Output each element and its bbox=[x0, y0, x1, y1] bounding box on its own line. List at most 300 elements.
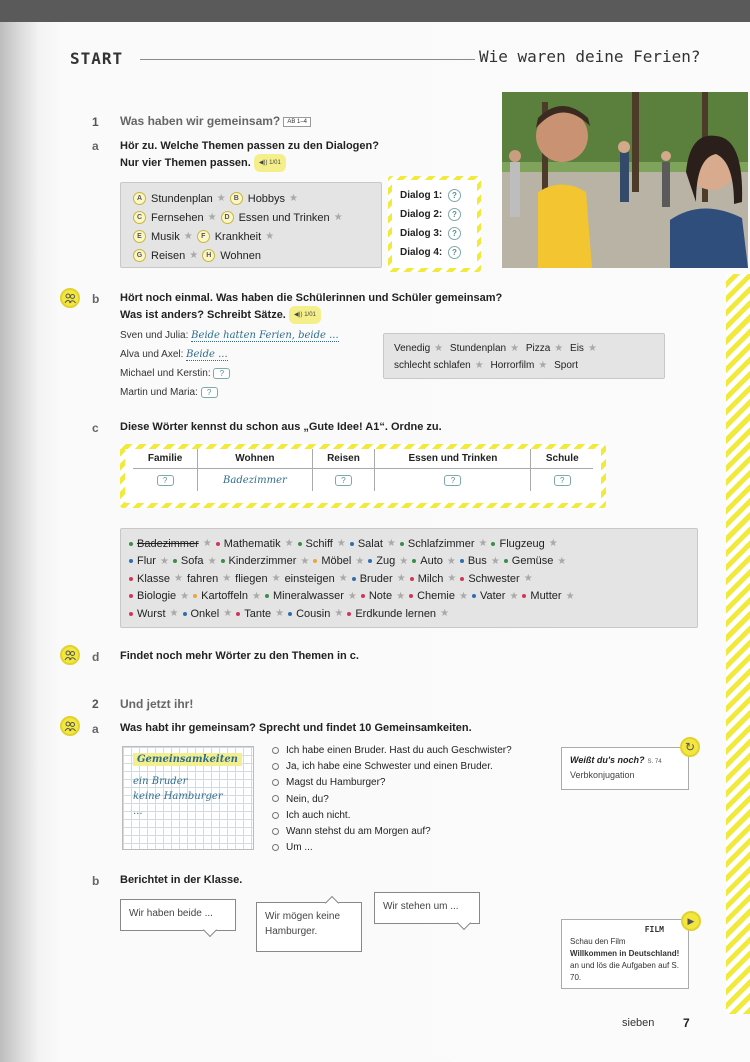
speech-bubble: Wir haben beide ... bbox=[120, 899, 236, 931]
dialog-line-text: Ich auch nicht. bbox=[286, 809, 351, 821]
word-bank-word: Cousin bbox=[296, 607, 331, 620]
word-bank-item bbox=[285, 573, 335, 585]
dialog-label: Dialog 4: bbox=[400, 247, 443, 258]
dialog-line bbox=[272, 743, 512, 759]
word-bank-item bbox=[368, 555, 395, 567]
speech-bubble: Wir stehen um ... bbox=[374, 892, 480, 924]
audio-track-number: 1/01 bbox=[304, 312, 316, 318]
word-bank-item bbox=[129, 590, 176, 602]
word-bank-item bbox=[491, 538, 544, 550]
category-dot-icon bbox=[129, 612, 133, 616]
audio-track-number: 1/01 bbox=[269, 160, 281, 166]
film-box bbox=[561, 919, 689, 989]
answer-slot[interactable]: ? bbox=[444, 475, 461, 486]
topics-box bbox=[120, 182, 382, 268]
word-bank-word: Flur bbox=[137, 555, 156, 568]
workbook-tag: AB 1–4 bbox=[283, 117, 311, 127]
pair-row bbox=[120, 349, 380, 368]
star-separator: ★ bbox=[300, 555, 310, 567]
page-title: Wie waren deine Ferien? bbox=[479, 47, 701, 66]
dialog-line-text: Wann stehst du am Morgen auf? bbox=[286, 826, 431, 838]
star-separator: ★ bbox=[265, 231, 275, 242]
column-header: Familie bbox=[133, 449, 198, 469]
word-bank-word: fliegen bbox=[235, 572, 268, 585]
word-bank-item bbox=[522, 590, 561, 602]
task-letter: a bbox=[92, 722, 99, 736]
task-text: Findet noch mehr Wörter zu den Themen in bbox=[120, 650, 347, 662]
category-dot-icon bbox=[368, 559, 372, 563]
star-separator: ★ bbox=[289, 193, 299, 204]
task-1d-instructions bbox=[120, 648, 359, 664]
side-stripe bbox=[726, 274, 750, 1014]
category-dot-icon bbox=[265, 594, 269, 598]
category-dot-icon bbox=[410, 577, 414, 581]
star-separator: ★ bbox=[183, 231, 193, 242]
star-separator: ★ bbox=[557, 555, 567, 567]
star-separator: ★ bbox=[434, 343, 444, 354]
section-label: START bbox=[70, 49, 124, 68]
word-bank-item bbox=[409, 590, 455, 602]
word-bank-item bbox=[173, 555, 204, 567]
film-title: Willkommen in Deutschland! bbox=[570, 949, 680, 958]
dialog-row bbox=[400, 205, 469, 224]
star-separator: ★ bbox=[587, 343, 597, 354]
category-dot-icon bbox=[183, 612, 187, 616]
word-bank-item bbox=[410, 573, 444, 585]
audio-track[interactable]: ◀)) 1/01 bbox=[289, 306, 321, 324]
bullet-icon bbox=[272, 779, 279, 786]
keyword: Pizza bbox=[525, 343, 551, 354]
dialog-line-text: Ja, ich habe eine Schwester und einen Bruder. bbox=[286, 761, 493, 773]
category-dot-icon bbox=[400, 542, 404, 546]
reminder-text: Verbkonjugation bbox=[570, 770, 635, 780]
header-rule bbox=[140, 59, 475, 60]
keyword: Horrorfilm bbox=[490, 360, 535, 371]
word-bank-word: Milch bbox=[417, 572, 444, 585]
star-separator: ★ bbox=[474, 360, 484, 371]
word-bank-item bbox=[313, 555, 351, 567]
answer-slot[interactable]: ? bbox=[201, 387, 218, 398]
word-bank-word: Zug bbox=[376, 555, 396, 568]
pairs-list bbox=[120, 330, 380, 406]
film-text: an und lös die Aufgaben auf S. 70. bbox=[570, 961, 679, 982]
word-bank-word: Auto bbox=[420, 555, 443, 568]
topic-letter-badge: F bbox=[197, 230, 210, 243]
category-dot-icon bbox=[129, 542, 133, 546]
speech-bubble: Wir mögen keine Hamburger. bbox=[256, 902, 362, 952]
word-bank-word: Tante bbox=[244, 607, 272, 620]
reminder-page: S. 74 bbox=[647, 759, 662, 765]
answer-slot[interactable]: ? bbox=[335, 475, 352, 486]
topic-letter-badge: H bbox=[202, 249, 215, 262]
star-separator: ★ bbox=[399, 555, 409, 567]
word-bank-word: fahren bbox=[187, 572, 219, 585]
word-bank-word: Badezimmer bbox=[137, 537, 199, 550]
reminder-title: Weißt du's noch? bbox=[570, 755, 645, 765]
star-separator: ★ bbox=[180, 590, 190, 602]
star-separator: ★ bbox=[284, 538, 294, 550]
answer-slot[interactable]: ? bbox=[554, 475, 571, 486]
word-bank-item bbox=[350, 538, 383, 550]
word-bank-item bbox=[235, 573, 267, 585]
word-bank-item bbox=[129, 555, 156, 567]
themes-table bbox=[133, 449, 593, 491]
star-separator: ★ bbox=[174, 573, 183, 585]
notes-line: ein Bruder bbox=[133, 776, 188, 787]
topic-label: Hobbys bbox=[247, 192, 286, 205]
word-bank bbox=[120, 528, 698, 628]
category-dot-icon bbox=[347, 612, 351, 616]
star-separator: ★ bbox=[458, 590, 468, 602]
dialog-label: Dialog 1: bbox=[400, 190, 443, 201]
word-bank-item bbox=[400, 538, 475, 550]
star-separator: ★ bbox=[440, 608, 450, 620]
word-bank-word: Chemie bbox=[417, 590, 455, 603]
dialog-line bbox=[272, 824, 512, 840]
star-separator: ★ bbox=[386, 538, 396, 550]
column-header: Reisen bbox=[312, 449, 375, 469]
star-separator: ★ bbox=[169, 608, 179, 620]
category-dot-icon bbox=[409, 594, 413, 598]
word-bank-item bbox=[187, 573, 218, 585]
star-separator: ★ bbox=[159, 555, 169, 567]
exercise-heading bbox=[120, 114, 311, 128]
dialog-answer-box bbox=[388, 176, 481, 272]
dialog-line bbox=[272, 792, 512, 808]
topic-label: Fernsehen bbox=[151, 211, 204, 224]
table-cell bbox=[198, 469, 312, 492]
keyword: Eis bbox=[570, 343, 584, 354]
topic-letter-badge: B bbox=[230, 192, 243, 205]
task-letter: a bbox=[92, 139, 99, 153]
word-bank-word: Erdkunde lernen bbox=[355, 607, 437, 620]
word-bank-row bbox=[129, 588, 689, 606]
keywords-row bbox=[394, 340, 654, 357]
topic-letter-badge: A bbox=[133, 192, 146, 205]
notes-card bbox=[122, 746, 254, 850]
keyword: schlecht schlafen bbox=[394, 360, 471, 371]
play-icon[interactable]: ▶ bbox=[681, 911, 701, 931]
word-bank-item bbox=[129, 573, 170, 585]
dialog-line bbox=[272, 759, 512, 775]
word-bank-item bbox=[361, 590, 392, 602]
answer-slot[interactable]: ? bbox=[448, 208, 461, 221]
word-bank-row bbox=[129, 535, 689, 553]
star-separator: ★ bbox=[222, 573, 232, 585]
topic-label: Wohnen bbox=[220, 249, 261, 262]
star-separator: ★ bbox=[396, 573, 406, 585]
word-bank-item bbox=[265, 590, 344, 602]
category-dot-icon bbox=[221, 559, 225, 563]
group-work-icon bbox=[60, 645, 80, 665]
star-separator: ★ bbox=[216, 193, 226, 204]
bullet-icon bbox=[272, 812, 279, 819]
bullet-icon bbox=[272, 763, 279, 770]
task-line: Was ist anders? Schreibt Sätze. bbox=[120, 308, 286, 321]
category-dot-icon bbox=[460, 577, 464, 581]
star-separator: ★ bbox=[252, 590, 261, 602]
category-dot-icon bbox=[352, 577, 356, 581]
word-bank-item bbox=[193, 590, 248, 602]
table-cell bbox=[133, 469, 198, 492]
star-separator: ★ bbox=[446, 555, 456, 567]
category-dot-icon bbox=[129, 594, 133, 598]
task-1b-instructions bbox=[120, 290, 502, 324]
answer-slot[interactable]: ? bbox=[448, 227, 461, 240]
topics-row bbox=[133, 189, 381, 208]
topics-row bbox=[133, 246, 381, 265]
star-separator: ★ bbox=[538, 360, 548, 371]
pair-names: Michael und Kerstin: bbox=[120, 368, 211, 380]
word-bank-word: Mutter bbox=[530, 590, 562, 603]
word-bank-item bbox=[129, 538, 199, 550]
pair-row bbox=[120, 368, 380, 387]
star-separator: ★ bbox=[565, 590, 575, 602]
star-separator: ★ bbox=[509, 590, 519, 602]
star-separator: ★ bbox=[338, 573, 348, 585]
handwritten-answer: Badezimmer bbox=[223, 475, 287, 486]
task-letter: d bbox=[92, 650, 100, 664]
category-dot-icon bbox=[472, 594, 476, 598]
word-bank-item bbox=[236, 608, 271, 620]
word-bank-row bbox=[129, 553, 689, 571]
notes-heading: Gemeinsamkeiten bbox=[133, 753, 242, 766]
word-bank-word: Biologie bbox=[137, 590, 177, 603]
word-bank-word: Note bbox=[368, 590, 393, 603]
topic-label: Musik bbox=[151, 230, 180, 243]
reminder-box bbox=[561, 747, 689, 790]
star-separator: ★ bbox=[490, 555, 500, 567]
word-bank-word: Schlafzimmer bbox=[407, 537, 475, 550]
word-bank-word: Flugzeug bbox=[499, 537, 545, 550]
pair-names: Alva und Axel: bbox=[120, 349, 184, 360]
topic-label: Krankheit bbox=[214, 230, 262, 243]
table-cell bbox=[375, 469, 531, 492]
answer-slot[interactable]: ? bbox=[213, 368, 230, 379]
task-line: Hör zu. Welche Themen passen zu den Dialogen? bbox=[120, 140, 379, 152]
star-separator: ★ bbox=[207, 212, 217, 223]
category-dot-icon bbox=[129, 559, 133, 563]
word-bank-word: Kartoffeln bbox=[201, 590, 248, 603]
word-bank-row bbox=[129, 605, 689, 623]
keyword: Sport bbox=[554, 360, 579, 371]
word-bank-word: einsteigen bbox=[284, 572, 335, 585]
word-bank-item bbox=[472, 590, 505, 602]
star-separator: ★ bbox=[334, 608, 344, 620]
film-text: Schau den Film bbox=[570, 937, 626, 946]
category-dot-icon bbox=[491, 542, 495, 546]
bullet-icon bbox=[272, 795, 279, 802]
exercise-number: 1 bbox=[92, 115, 99, 129]
category-dot-icon bbox=[313, 559, 317, 563]
category-dot-icon bbox=[412, 559, 416, 563]
star-separator: ★ bbox=[523, 573, 533, 585]
topic-label: Essen und Trinken bbox=[238, 211, 330, 224]
category-dot-icon bbox=[460, 559, 464, 563]
star-separator: ★ bbox=[548, 538, 558, 550]
column-header: Schule bbox=[531, 449, 593, 469]
dialog-line-text: Ich habe einen Bruder. Hast du auch Geschwister? bbox=[286, 745, 512, 756]
star-separator: ★ bbox=[447, 573, 457, 585]
dialog-example bbox=[272, 743, 512, 856]
word-bank-item bbox=[347, 608, 436, 620]
film-label: FILM bbox=[644, 925, 664, 934]
category-dot-icon bbox=[298, 542, 302, 546]
dialog-line bbox=[272, 808, 512, 824]
word-bank-word: Kinderzimmer bbox=[228, 555, 297, 568]
task-2b-instructions: Berichtet in der Klasse. bbox=[120, 874, 243, 886]
dialog-line-text: Um ... bbox=[286, 842, 313, 854]
word-bank-item bbox=[183, 608, 220, 620]
star-separator: ★ bbox=[396, 590, 406, 602]
star-separator: ★ bbox=[355, 555, 365, 567]
pair-row bbox=[120, 330, 380, 349]
task-1c-instructions: Diese Wörter kennst du schon aus „Gute Idee! A1“. Ordne zu. bbox=[120, 421, 442, 433]
word-bank-item bbox=[298, 538, 333, 550]
exercise-title: Was haben wir gemeinsam? bbox=[120, 114, 281, 128]
word-bank-word: Schwester bbox=[468, 572, 520, 585]
word-bank-word: Klasse bbox=[137, 572, 171, 585]
word-bank-item bbox=[504, 555, 554, 567]
category-dot-icon bbox=[288, 612, 292, 616]
answer-slot[interactable]: ? bbox=[157, 475, 174, 486]
topic-letter-badge: E bbox=[133, 230, 146, 243]
word-bank-word: Schiff bbox=[305, 537, 333, 550]
word-bank-item bbox=[129, 608, 166, 620]
dialog-row bbox=[400, 243, 469, 262]
word-bank-item bbox=[221, 555, 297, 567]
topic-label: Stundenplan bbox=[151, 192, 213, 205]
keyword: Stundenplan bbox=[449, 343, 507, 354]
bullet-icon bbox=[272, 844, 279, 851]
star-separator: ★ bbox=[554, 343, 564, 354]
topics-row bbox=[133, 208, 381, 227]
dialog-label: Dialog 2: bbox=[400, 209, 443, 220]
themes-table-inner bbox=[125, 449, 601, 503]
dialog-row bbox=[400, 186, 469, 205]
pair-row bbox=[120, 387, 380, 406]
word-bank-row bbox=[129, 570, 689, 588]
exercise-title: Und jetzt ihr! bbox=[120, 697, 194, 711]
topic-letter-badge: C bbox=[133, 211, 146, 224]
category-dot-icon bbox=[361, 594, 365, 598]
answer-slot[interactable]: ? bbox=[448, 246, 461, 259]
top-bar bbox=[0, 0, 750, 22]
review-icon[interactable]: ↻ bbox=[680, 737, 700, 757]
pair-names: Sven und Julia: bbox=[120, 330, 189, 341]
star-separator: ★ bbox=[207, 555, 217, 567]
task-line: Hört noch einmal. Was haben die Schülerinnen und Schüler gemeinsam? bbox=[120, 292, 503, 304]
category-dot-icon bbox=[173, 559, 177, 563]
partner-work-icon bbox=[60, 716, 80, 736]
task-reference: c. bbox=[349, 650, 359, 662]
word-bank-word: Onkel bbox=[190, 607, 220, 620]
exercise-number: 2 bbox=[92, 697, 99, 711]
star-separator: ★ bbox=[347, 590, 357, 602]
topics-row bbox=[133, 227, 381, 246]
word-bank-word: Mathematik bbox=[223, 537, 281, 550]
topic-label: Reisen bbox=[151, 249, 186, 262]
category-dot-icon bbox=[216, 542, 220, 546]
pair-names: Martin und Maria: bbox=[120, 387, 198, 399]
category-dot-icon bbox=[504, 559, 508, 563]
notes-line: ... bbox=[133, 806, 143, 817]
page-number: 7 bbox=[683, 1016, 690, 1030]
partner-work-icon bbox=[60, 288, 80, 308]
topic-letter-badge: D bbox=[221, 211, 234, 224]
topic-letter-badge: G bbox=[133, 249, 146, 262]
table-cell bbox=[531, 469, 593, 492]
themes-table-frame bbox=[120, 444, 606, 508]
column-header: Wohnen bbox=[198, 449, 312, 469]
word-bank-word: Gemüse bbox=[511, 555, 554, 568]
category-dot-icon bbox=[129, 577, 133, 581]
task-line: Nur vier Themen passen. bbox=[120, 156, 251, 169]
word-bank-word: Möbel bbox=[321, 555, 352, 568]
students-photo bbox=[502, 92, 748, 268]
category-dot-icon bbox=[236, 612, 240, 616]
word-bank-item bbox=[352, 573, 393, 585]
page-number-word: sieben bbox=[622, 1017, 655, 1029]
word-bank-item bbox=[460, 573, 519, 585]
dialog-row bbox=[400, 224, 469, 243]
word-bank-word: Vater bbox=[479, 590, 506, 603]
word-bank-word: Wurst bbox=[137, 607, 166, 620]
task-letter: c bbox=[92, 421, 99, 435]
dialog-answer-inner bbox=[392, 180, 477, 268]
keywords-box bbox=[383, 333, 665, 379]
keyword: Venedig bbox=[394, 343, 431, 354]
star-separator: ★ bbox=[202, 538, 212, 550]
category-dot-icon bbox=[193, 594, 197, 598]
dialog-label: Dialog 3: bbox=[400, 228, 443, 239]
word-bank-item bbox=[412, 555, 443, 567]
handwritten-answer: Beide ... bbox=[186, 349, 228, 360]
word-bank-item bbox=[216, 538, 281, 550]
dialog-line bbox=[272, 775, 512, 791]
word-bank-word: Salat bbox=[357, 537, 383, 550]
task-2a-instructions: Was habt ihr gemeinsam? Sprecht und findet 10 Gemeinsamkeiten. bbox=[120, 722, 472, 734]
dialog-line-text: Nein, du? bbox=[286, 793, 329, 805]
column-header: Essen und Trinken bbox=[375, 449, 531, 469]
star-separator: ★ bbox=[510, 343, 520, 354]
keywords-row bbox=[394, 357, 654, 374]
word-bank-word: Bruder bbox=[359, 572, 393, 585]
audio-track[interactable]: ◀)) 1/01 bbox=[254, 154, 286, 172]
handwritten-answer: Beide hatten Ferien, beide ... bbox=[191, 330, 339, 341]
task-letter: b bbox=[92, 292, 100, 306]
notes-line: keine Hamburger bbox=[133, 791, 223, 802]
star-separator: ★ bbox=[223, 608, 233, 620]
task-letter: b bbox=[92, 874, 100, 888]
star-separator: ★ bbox=[189, 250, 199, 261]
star-separator: ★ bbox=[478, 538, 488, 550]
dialog-line-text: Magst du Hamburger? bbox=[286, 777, 386, 789]
word-bank-word: Bus bbox=[467, 555, 487, 568]
star-separator: ★ bbox=[275, 608, 285, 620]
category-dot-icon bbox=[350, 542, 354, 546]
answer-slot[interactable]: ? bbox=[448, 189, 461, 202]
table-cell bbox=[312, 469, 375, 492]
bullet-icon bbox=[272, 747, 279, 754]
word-bank-word: Sofa bbox=[180, 555, 204, 568]
star-separator: ★ bbox=[336, 538, 346, 550]
bullet-icon bbox=[272, 828, 279, 835]
word-bank-word: Mineralwasser bbox=[272, 590, 344, 603]
word-bank-item bbox=[460, 555, 487, 567]
category-dot-icon bbox=[522, 594, 526, 598]
star-separator: ★ bbox=[271, 573, 281, 585]
